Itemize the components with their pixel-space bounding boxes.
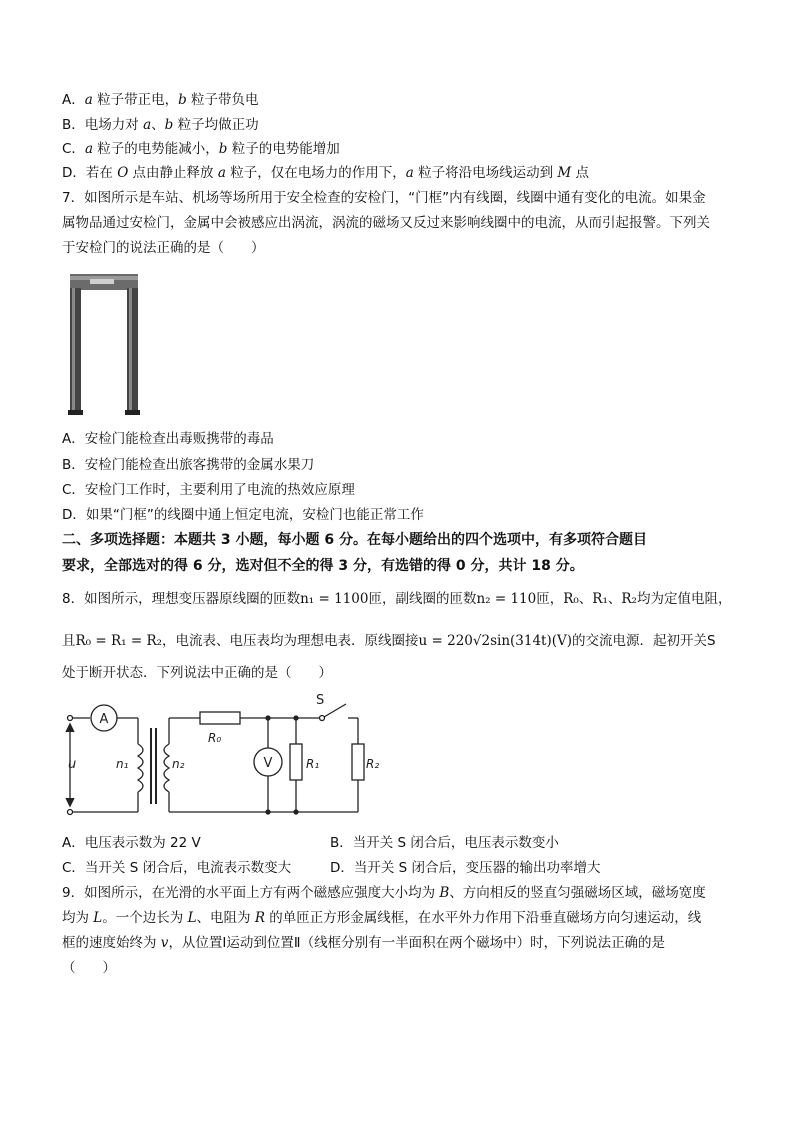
ammeter-label: A [99, 712, 109, 727]
q9-stem-line3: 框的速度始终为 v，从位置Ⅰ运动到位置Ⅱ（线框分别有一半面积在两个磁场中）时，下列说法正确的是 [62, 935, 666, 951]
q8-option-d: D．当开关 S 闭合后，变压器的输出功率增大 [330, 860, 601, 876]
resistor-r1 [290, 744, 302, 780]
q7-option-d: D．如果“门框”的线圈中通上恒定电流，安检门也能正常工作 [62, 507, 424, 523]
q7-stem-line1: 7．如图所示是车站、机场等场所用于安全检查的安检门，“门框”内有线圈，线圈中通有变化的电流。如果金 [62, 190, 706, 206]
switch-symbol [320, 716, 325, 721]
u-label: u [68, 757, 77, 772]
r1-label: R₁ [306, 757, 320, 771]
q7-stem-line2: 属物品通过安检门，金属中会被感应出涡流，涡流的磁场又反过来影响线圈中的电流，从而引起报警。下列关 [62, 215, 710, 231]
q8-stem-line3: 处于断开状态．下列说法中正确的是（ ） [62, 665, 332, 681]
q8-option-a: A．电压表示数为 22 V [62, 835, 201, 851]
q7-stem-line3: 于安检门的说法正确的是（ ） [62, 240, 265, 256]
q8-option-c: C．当开关 S 闭合后，电流表示数变大 [62, 860, 292, 876]
q9-stem-line4: （ ） [62, 960, 116, 976]
q7-option-b: B．安检门能检查出旅客携带的金属水果刀 [62, 457, 315, 473]
r2-label: R₂ [366, 757, 380, 771]
resistor-r2 [352, 744, 364, 780]
section2-heading-line2: 要求，全部选对的得 6 分，选对但不全的得 3 分，有选错的得 0 分，共计 18 分。 [62, 558, 584, 574]
n1-label: n₁ [116, 757, 129, 771]
section2-heading-line1: 二、多项选择题：本题共 3 小题，每小题 6 分。在每小题给出的四个选项中，有多项符合题目 [62, 532, 647, 548]
security-gate-image [66, 270, 142, 418]
transformer-circuit-diagram [60, 692, 380, 822]
q9-stem-line2: 均为 L。一个边长为 L、电阻为 R 的单匝正方形金属线框，在水平外力作用下沿垂直磁场方向匀速运动，线 [62, 910, 702, 926]
q8-option-b: B．当开关 S 闭合后，电压表示数变小 [330, 835, 559, 851]
q8-stem-line2: 且R₀ = R₁ = R₂，电流表、电压表均为理想电表．原线圈接u = 220√2sin(314t)(V)的交流电源．起初开关S [62, 633, 716, 649]
q7-option-a: A．安检门能检查出毒贩携带的毒品 [62, 431, 274, 447]
n2-label: n₂ [172, 757, 185, 771]
q8-stem-line1: 8．如图所示，理想变压器原线圈的匝数n₁ = 1100匝，副线圈的匝数n₂ = 110匝，R₀、R₁、R₂均为定值电阻， [62, 591, 732, 607]
q7-option-c: C．安检门工作时，主要利用了电流的热效应原理 [62, 482, 355, 498]
r0-label: R₀ [208, 731, 222, 745]
resistor-r0 [200, 712, 240, 724]
q9-stem-line1: 9．如图所示，在光滑的水平面上方有两个磁感应强度大小均为 B、方向相反的竖直匀强磁场区域，磁场宽度 [62, 885, 706, 901]
q6-option-c: C．a 粒子的电势能减小，b 粒子的电势能增加 [62, 141, 340, 157]
q6-option-d: D．若在 O 点由静止释放 a 粒子，仅在电场力的作用下，a 粒子将沿电场线运动到 M 点 [62, 165, 589, 181]
q6-option-a: A．a 粒子带正电，b 粒子带负电 [62, 92, 259, 108]
switch-label: S [316, 693, 325, 708]
voltmeter-label: V [263, 756, 273, 771]
q6-option-b: B．电场力对 a、b 粒子均做正功 [62, 117, 259, 133]
